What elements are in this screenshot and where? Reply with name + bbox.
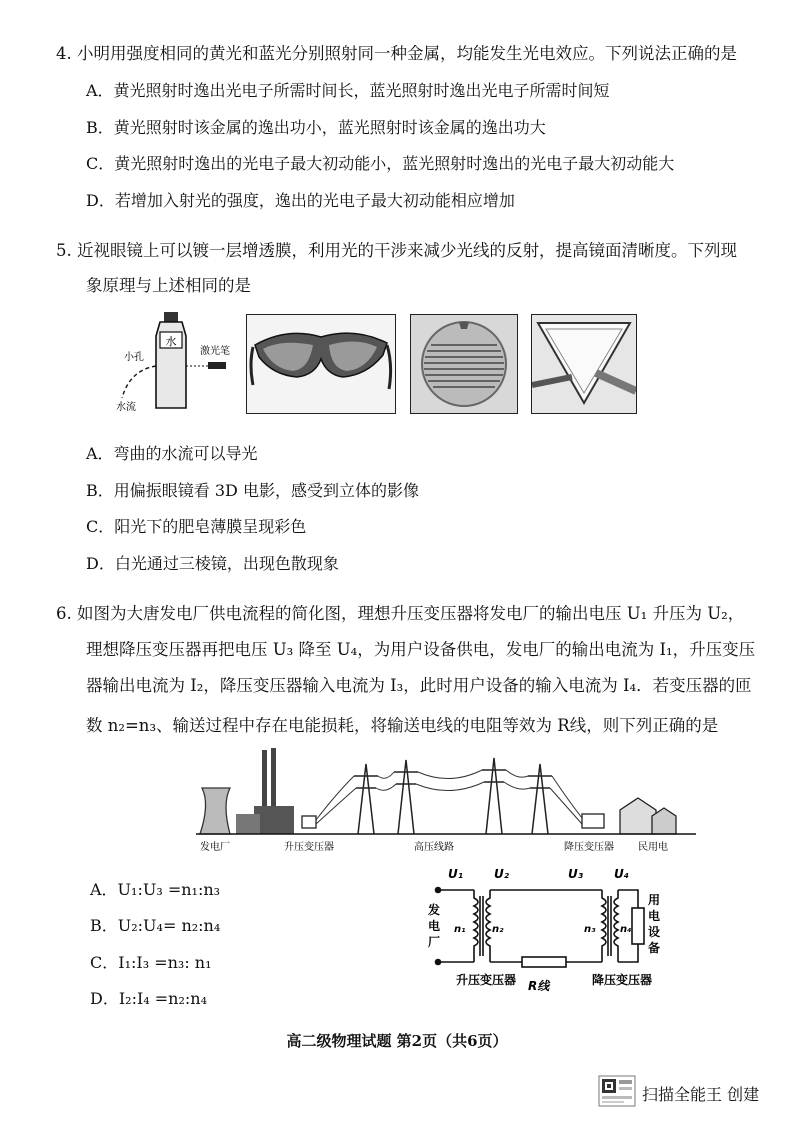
label-n4: n₄ xyxy=(620,924,632,935)
scene-label-plant: 发电厂 xyxy=(200,842,230,852)
scene-label-users: 民用电 xyxy=(638,842,668,852)
label-user-3: 设 xyxy=(648,925,661,939)
q5-figure-bottle xyxy=(110,308,235,416)
label-U1: U₁ xyxy=(448,867,463,881)
q6-stem-line1: 6. 如图为大唐发电厂供电流程的简化图，理想升压变压器将发电厂的输出电压 U₁ 升压为 U₂， xyxy=(56,604,745,623)
q6-figure-power-scene xyxy=(196,744,696,852)
scanner-watermark-text: 扫描全能王 创建 xyxy=(642,1085,760,1104)
q5-number: 5. xyxy=(56,241,72,260)
label-n3: n₃ xyxy=(584,924,596,935)
hole-label: 小孔 xyxy=(124,352,144,363)
q5-option-c: C．阳光下的肥皂薄膜呈现彩色 xyxy=(86,517,307,536)
label-gen-2: 电 xyxy=(428,919,441,933)
page-footer: 高二级物理试题 第2页（共6页） xyxy=(286,1032,508,1050)
q5-stem-line2: 象原理与上述相同的是 xyxy=(86,276,251,295)
q4-stem xyxy=(56,40,737,64)
q5-figure-prism xyxy=(531,314,637,414)
label-U2: U₂ xyxy=(494,867,509,881)
label-step-down: 降压变压器 xyxy=(592,973,653,987)
q6-stem-line4: 数 n₂=n₃、输送过程中存在电能损耗，将输送电线的电阻等效为 R线，则下列正确的是 xyxy=(86,716,719,735)
q4-option-d: D．若增加入射光的强度，逸出的光电子最大初动能相应增加 xyxy=(86,191,515,210)
scene-label-line: 高压线路 xyxy=(414,842,454,852)
q5-option-d: D．白光通过三棱镜，出现色散现象 xyxy=(86,554,339,573)
stream-label: 水流 xyxy=(116,402,136,413)
label-user-4: 备 xyxy=(648,941,661,955)
laser-label: 激光笔 xyxy=(200,346,230,357)
scene-label-step-up: 升压变压器 xyxy=(284,842,334,852)
label-user-1: 用 xyxy=(648,893,661,907)
label-U3: U₃ xyxy=(568,867,583,881)
q6-figure-circuit xyxy=(426,862,676,996)
q4-option-c: C．黄光照射时逸出的光电子最大初动能小，蓝光照射时逸出的光电子最大初动能大 xyxy=(86,154,675,173)
q4-stem-text: 小明用强度相同的黄光和蓝光分别照射同一种金属，均能发生光电效应。下列说法正确的是 xyxy=(77,44,737,63)
q5-figure-soap-film xyxy=(410,314,518,414)
q5-stem-line1: 5. 近视眼镜上可以镀一层增透膜，利用光的干涉来减少光线的反射，提高镜面清晰度。下列现 xyxy=(56,241,737,260)
q4-number: 4. xyxy=(56,44,72,63)
q5-option-a: A．弯曲的水流可以导光 xyxy=(86,444,258,463)
label-n2: n₂ xyxy=(492,924,504,935)
label-gen-3: 厂 xyxy=(428,935,441,949)
scene-label-step-down: 降压变压器 xyxy=(564,842,614,852)
q6-option-a: A．U₁:U₃ =n₁:n₃ xyxy=(90,880,221,899)
q4-option-a: A．黄光照射时逸出光电子所需时间长，蓝光照射时逸出光电子所需时间短 xyxy=(86,81,610,100)
q5-figure-sunglasses xyxy=(246,314,396,414)
label-resistor: R线 xyxy=(528,979,550,993)
bottle-label: 水 xyxy=(165,335,177,348)
q6-number: 6. xyxy=(56,604,72,623)
label-n1: n₁ xyxy=(454,924,466,935)
q6-option-c: C．I₁:I₃ =n₃: n₁ xyxy=(90,953,212,972)
q6-stem-line2: 理想降压变压器再把电压 U₃ 降至 U₄，为用户设备供电，发电厂的输出电流为 I₁，升压变压 xyxy=(86,640,756,659)
q5-option-b: B．用偏振眼镜看 3D 电影，感受到立体的影像 xyxy=(86,481,419,500)
label-user-2: 电 xyxy=(648,909,661,923)
label-gen-1: 发 xyxy=(428,903,441,917)
q6-option-d: D．I₂:I₄ =n₂:n₄ xyxy=(90,989,208,1008)
q4-option-b: B．黄光照射时该金属的逸出功小，蓝光照射时该金属的逸出功大 xyxy=(86,118,546,137)
scanner-logo-icon xyxy=(598,1075,636,1107)
q6-stem-line3: 器输出电流为 I₂，降压变压器输入电流为 I₃，此时用户设备的输入电流为 I₄．若变压器的匝 xyxy=(86,676,752,695)
label-U4: U₄ xyxy=(614,867,629,881)
label-step-up: 升压变压器 xyxy=(456,973,517,987)
q6-option-b: B．U₂:U₄= n₂:n₄ xyxy=(90,916,221,935)
